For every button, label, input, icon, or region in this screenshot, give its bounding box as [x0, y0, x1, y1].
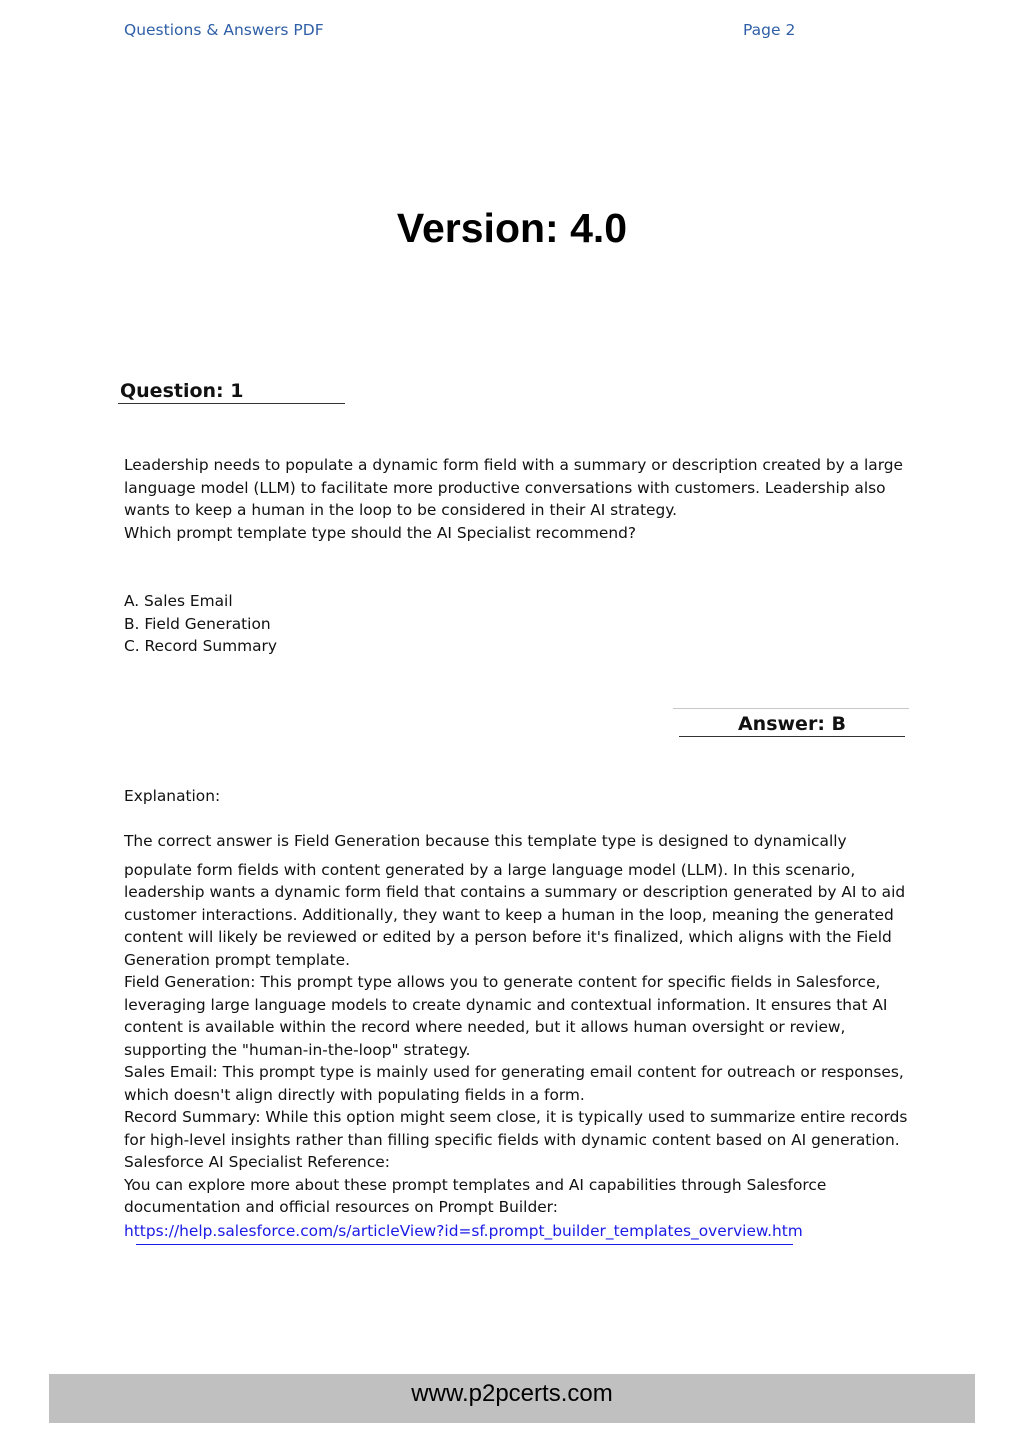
explanation-line: You can explore more about these prompt templates and AI capabilities through Salesforce	[124, 1175, 827, 1194]
explanation-line: content will likely be reviewed or edited by a person before it's finalized, which aligns with the Field	[124, 928, 892, 946]
explanation-line: content is available within the record where needed, but it allows human oversight or review,	[124, 1018, 846, 1036]
question-line: Leadership needs to populate a dynamic form field with a summary or description created by a large	[124, 456, 903, 474]
option-a: A. Sales Email	[124, 592, 233, 610]
reference-link[interactable]: https://help.salesforce.com/s/articleView?id=sf.prompt_builder_templates_overview.htm	[124, 1222, 803, 1240]
explanation-line: Record Summary: While this option might seem close, it is typically used to summarize entire records	[124, 1108, 908, 1126]
answer-heading: Answer: B	[679, 713, 905, 737]
explanation-line: The correct answer is Field Generation because this template type is designed to dynamically	[124, 832, 847, 850]
option-c: C. Record Summary	[124, 637, 277, 655]
answer-divider	[673, 708, 909, 709]
link-underline	[136, 1244, 793, 1245]
explanation-text	[124, 830, 924, 1219]
question-text	[124, 454, 924, 544]
explanation-line: supporting the "human-in-the-loop" strategy.	[124, 1040, 471, 1059]
explanation-label	[124, 785, 924, 808]
explanation-line: customer interactions. Additionally, they want to keep a human in the loop, meaning the generated	[124, 905, 894, 924]
footer-bar	[49, 1374, 975, 1423]
explanation-line: which doesn't align directly with populating fields in a form.	[124, 1085, 585, 1104]
page-number: Page 2	[743, 21, 796, 39]
explanation-line: leadership wants a dynamic form field that contains a summary or description generated by AI to aid	[124, 883, 906, 901]
explanation-line: documentation and official resources on Prompt Builder:	[124, 1198, 558, 1216]
question-line: language model (LLM) to facilitate more productive conversations with customers. Leadership also	[124, 478, 886, 497]
header-title: Questions & Answers PDF	[124, 21, 324, 39]
answer-options	[124, 590, 924, 658]
explanation-line: Salesforce AI Specialist Reference:	[124, 1153, 390, 1171]
option-b: B. Field Generation	[124, 614, 271, 633]
question-line: Which prompt template type should the AI Specialist recommend?	[124, 523, 637, 542]
explanation-line: populate form fields with content generated by a large language model (LLM). In this scenario,	[124, 860, 856, 879]
question-line: wants to keep a human in the loop to be considered in their AI strategy.	[124, 501, 678, 519]
question-heading: Question: 1	[118, 380, 345, 404]
explanation-line: leveraging large language models to create dynamic and contextual information. It ensures that AI	[124, 995, 888, 1014]
explanation-label-text: Explanation:	[124, 787, 221, 805]
explanation-line: for high-level insights rather than filling specific fields with dynamic content based on AI generation.	[124, 1130, 900, 1149]
footer-url[interactable]: www.p2pcerts.com	[411, 1380, 613, 1407]
version-title: Version: 4.0	[396, 205, 628, 251]
explanation-line: Sales Email: This prompt type is mainly used for generating email content for outreach or responses,	[124, 1063, 904, 1081]
explanation-line: Generation prompt template.	[124, 950, 350, 969]
explanation-line: Field Generation: This prompt type allows you to generate content for specific fields in Salesforce,	[124, 973, 881, 991]
